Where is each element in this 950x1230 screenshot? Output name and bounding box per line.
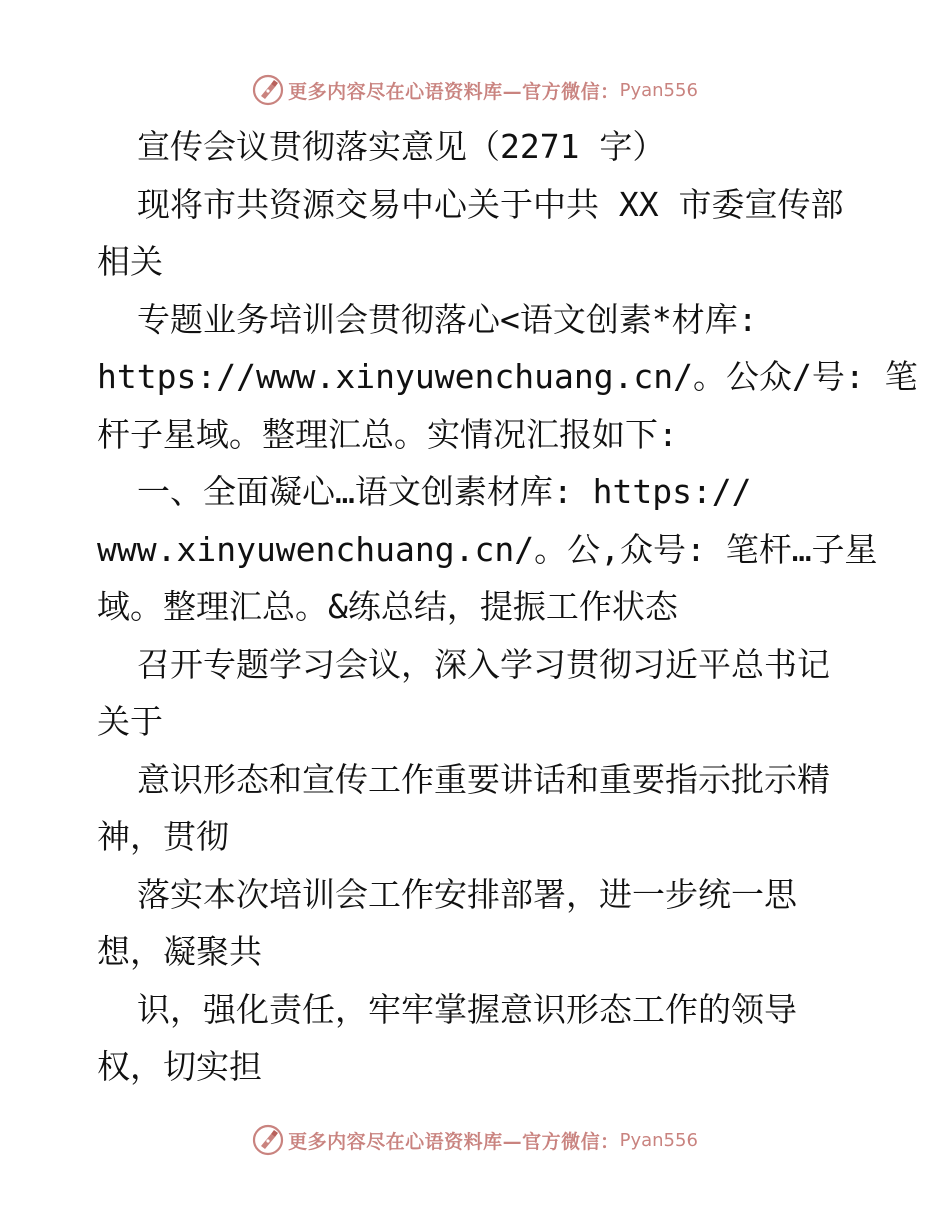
- document-line: 杆子星域。整理汇总。实情况汇报如下:: [97, 414, 678, 454]
- document-body: [97, 118, 918, 1096]
- document-line: 召开专题学习会议，深入学习贯彻习近平总书记: [137, 644, 830, 684]
- document-line: 一、全面凝心…语文创素材库: https://: [137, 472, 752, 511]
- footer-banner: [0, 1120, 950, 1160]
- banner-text: 更多内容尽在心语资料库—官方微信：: [288, 80, 620, 103]
- pen-nib-logo-icon: [252, 74, 284, 106]
- document-line: 想，凝聚共: [97, 932, 262, 971]
- document-line: 域。整理汇总。&练总结，提振工作状态: [97, 587, 678, 626]
- document-line: www.xinyuwenchuang.cn/。公,众号: 笔杆…子星: [97, 529, 878, 569]
- banner-text: 更多内容尽在心语资料库—官方微信：: [288, 1130, 620, 1153]
- document-line: 神，贯彻: [97, 817, 229, 856]
- pen-nib-logo-icon: [252, 1124, 284, 1156]
- document-line: 专题业务培训会贯彻落心<语文创素*材库:: [137, 299, 758, 339]
- banner-wechat-id: Pyan556: [619, 1129, 698, 1151]
- document-line: 现将市共资源交易中心关于中共 XX 市委宣传部: [137, 184, 844, 224]
- document-line: 识，强化责任，牢牢掌握意识形态工作的领导: [137, 989, 797, 1029]
- banner-wechat-id: Pyan556: [619, 79, 698, 101]
- document-line: 权，切实担: [97, 1047, 262, 1086]
- header-banner: [0, 70, 950, 110]
- document-line: 落实本次培训会工作安排部署，进一步统一思: [137, 874, 797, 914]
- document-line: 关于: [97, 702, 163, 741]
- document-line: 相关: [97, 242, 163, 281]
- document-line: 宣传会议贯彻落实意见（2271 字）: [137, 127, 666, 166]
- document-line: 意识形态和宣传工作重要讲话和重要指示批示精: [137, 759, 830, 799]
- document-line: https://www.xinyuwenchuang.cn/。公众/号: 笔: [97, 357, 918, 396]
